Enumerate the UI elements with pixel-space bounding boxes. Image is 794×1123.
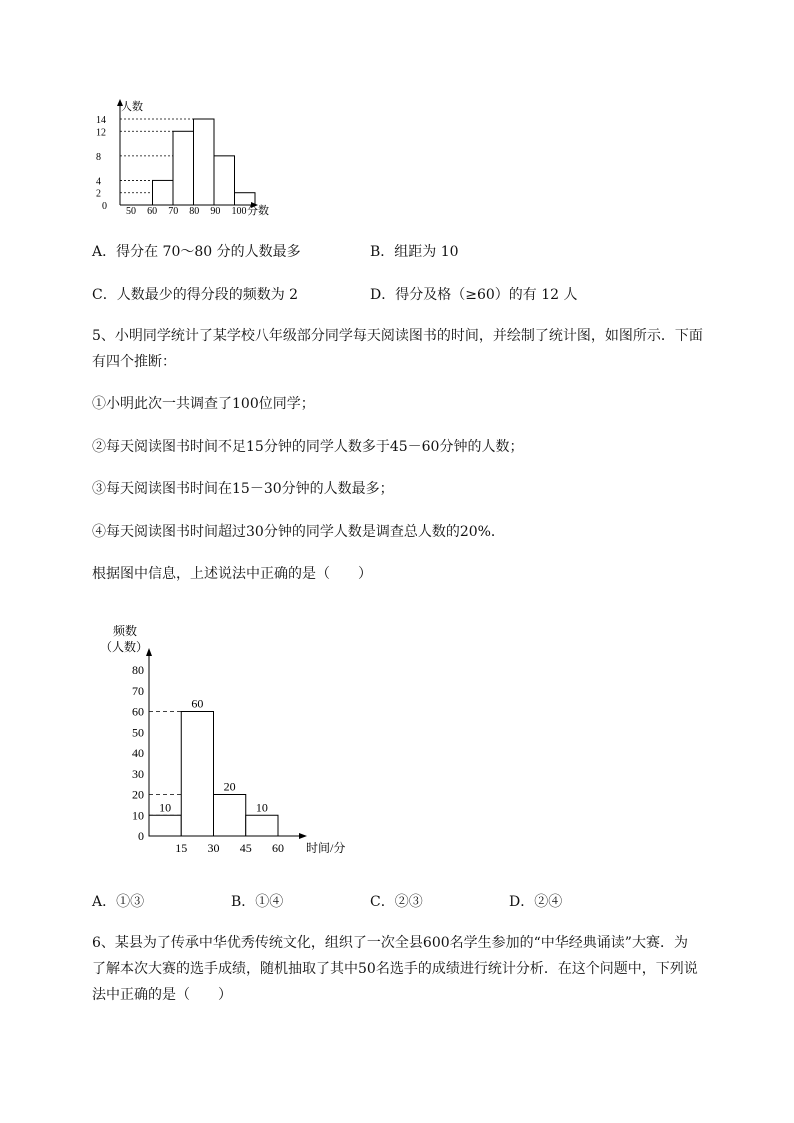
histogram-bar: [194, 119, 215, 205]
y-axis-label-line2: （人数）: [100, 640, 149, 654]
y-tick-labels: [132, 663, 144, 843]
q5-statement-4: ④每天阅读图书时间超过30分钟的同学人数是调查总人数的20%．: [92, 524, 505, 540]
y-tick-label: 60: [132, 704, 144, 719]
x-tick-label: 45: [239, 841, 252, 855]
bar-data-label: 20: [223, 779, 236, 794]
q5-option-a: A．①③: [92, 894, 145, 910]
y-tick-label: 10: [132, 808, 144, 823]
q5-option-d: D．②④: [509, 894, 563, 910]
q5-stem-line2: 有四个推断：: [92, 354, 176, 370]
y-tick-label: 40: [132, 746, 144, 760]
y-tick-label: 50: [132, 725, 144, 740]
x-axis-label: 时间/分: [306, 841, 346, 855]
q4-option-a: A．得分在 70～80 分的人数最多: [92, 244, 301, 260]
x-tick-label: 100: [231, 206, 247, 217]
y-tick-label: 8: [96, 151, 101, 163]
histogram-bar: [246, 815, 278, 836]
bar-data-label: 10: [255, 800, 268, 815]
x-tick-label: 50: [126, 206, 136, 217]
q5-question: 根据图中信息，上述说法中正确的是（ ）: [92, 566, 372, 582]
histogram-bars: [153, 119, 256, 205]
y-tick-label: 2: [96, 188, 101, 200]
q5-option-c: C．②③: [370, 894, 423, 910]
origin-label: 0: [102, 201, 107, 212]
y-axis-label: 人数: [121, 101, 143, 113]
bar-data-label: 10: [159, 800, 172, 815]
histogram-bar: [173, 131, 194, 205]
y-tick-labels: [96, 115, 106, 200]
x-tick-label: 60: [147, 206, 158, 217]
q5-stem-line1: 5、小明同学统计了某学校八年级部分同学每天阅读图书的时间，并绘制了统计图，如图所示．下面: [92, 328, 703, 344]
x-tick-label: 60: [272, 841, 284, 855]
y-axis-label-line1: 频数: [113, 624, 138, 638]
x-tick-label: 70: [168, 206, 179, 217]
y-tick-label: 20: [132, 787, 144, 802]
x-tick-label: 90: [210, 206, 221, 217]
x-tick-label: 15: [175, 841, 188, 855]
q5-statement-2: ②每天阅读图书时间不足15分钟的同学人数多于45－60分钟的人数；: [92, 439, 524, 455]
y-tick-label: 0: [138, 829, 144, 843]
score-histogram: [90, 96, 290, 221]
q5-statement-3: ③每天阅读图书时间在15－30分钟的人数最多；: [92, 481, 394, 497]
x-tick-labels: [126, 206, 247, 217]
reading-time-histogram: [100, 618, 360, 863]
q4-option-c: C．人数最少的得分段的频数为 2: [92, 287, 299, 303]
bar-data-label: 60: [191, 696, 204, 711]
x-tick-label: 30: [207, 841, 220, 855]
histogram-bar: [153, 180, 174, 205]
q4-option-d: D．得分及格（≥60）的有 12 人: [370, 287, 578, 303]
histogram-bar: [214, 156, 235, 205]
q4-option-b: B．组距为 10: [370, 244, 459, 260]
histogram-bar: [214, 795, 246, 837]
x-axis-label: 分数: [247, 205, 269, 217]
y-tick-label: 4: [96, 176, 101, 188]
q5-statement-1: ①小明此次一共调查了100位同学；: [92, 396, 315, 412]
x-tick-label: 80: [189, 206, 200, 217]
q5-option-b: B．①④: [231, 894, 284, 910]
x-tick-labels: [175, 841, 284, 855]
histogram-bars: [149, 712, 278, 837]
y-tick-label: 30: [132, 766, 144, 781]
y-tick-label: 14: [96, 115, 106, 126]
q6-stem-line1: 6、某县为了传承中华优秀传统文化，组织了一次全县600名学生参加的“中华经典诵读”大赛．为: [92, 935, 688, 951]
q6-stem-line3: 法中正确的是（ ）: [92, 987, 232, 1003]
y-tick-label: 70: [132, 683, 144, 698]
x-axis-arrow: [299, 833, 307, 839]
q6-stem-line2: 了解本次大赛的选手成绩，随机抽取了其中50名选手的成绩进行统计分析．在这个问题中，下列说: [92, 961, 698, 977]
histogram-bar: [181, 712, 213, 837]
histogram-bar: [149, 815, 181, 836]
y-tick-label: 12: [96, 127, 106, 139]
y-tick-label: 80: [132, 663, 144, 677]
